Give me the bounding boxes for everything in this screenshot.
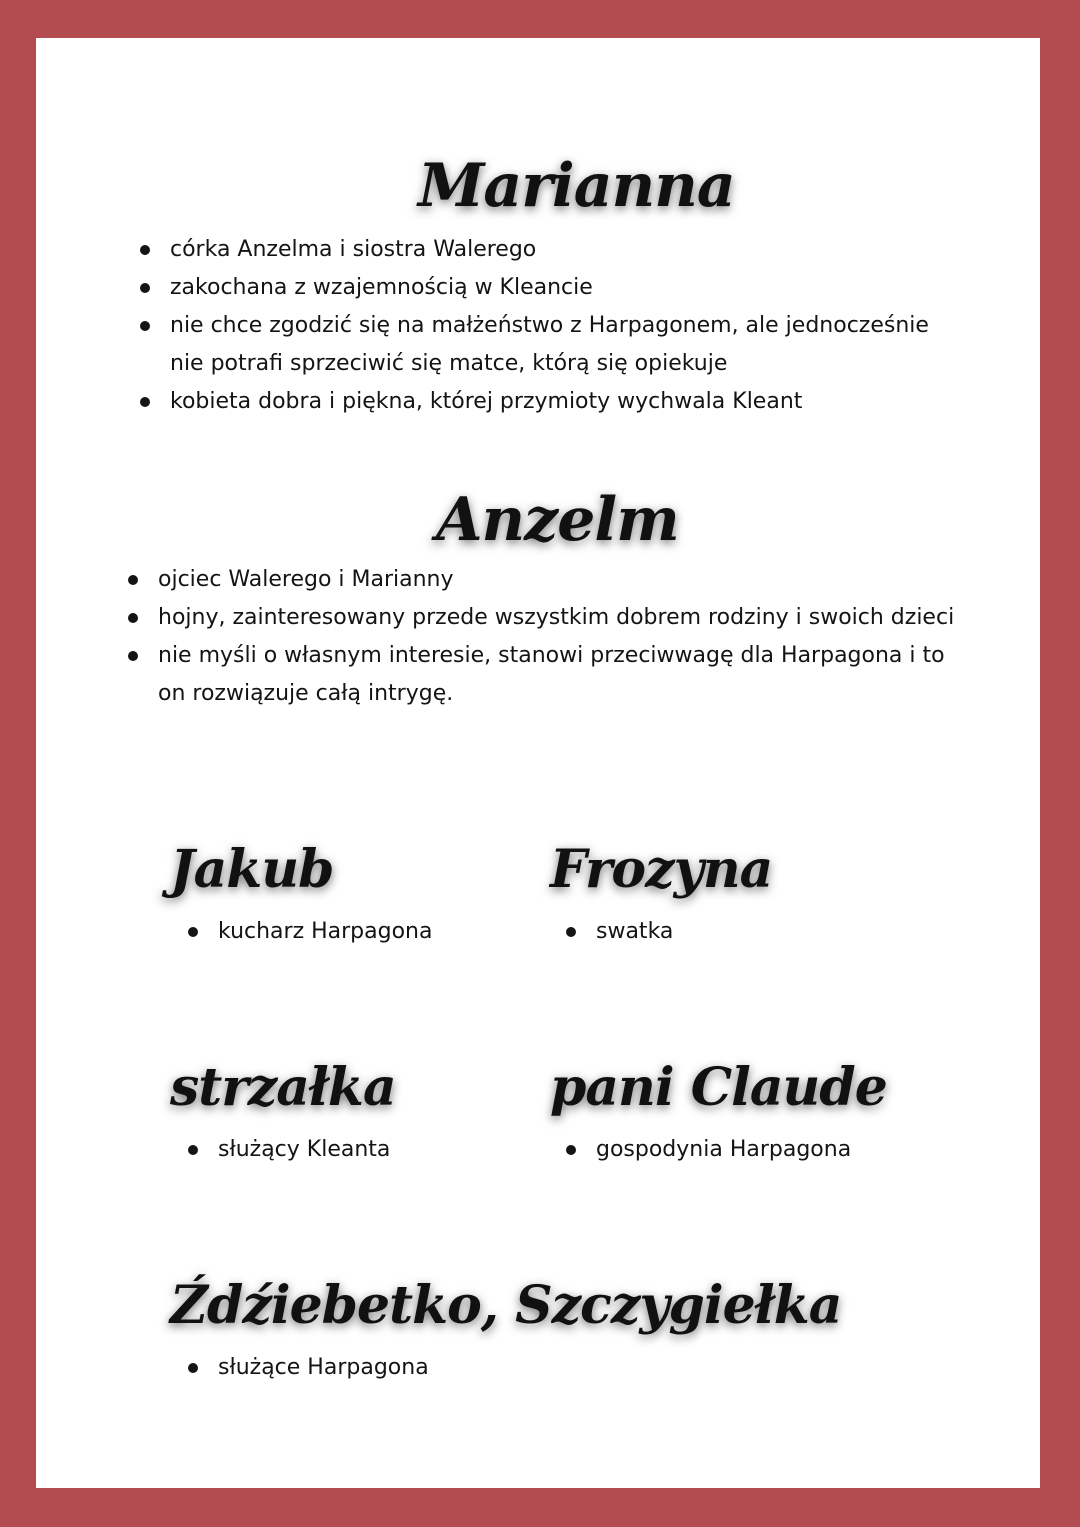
list-item: służące Harpagona <box>188 1349 588 1387</box>
list-item: nie myśli o własnym interesie, stanowi przeciwwagę dla Harpagona i to on rozwiązuje całą intrygę. <box>128 637 978 713</box>
heading-strzalka: strzałka <box>170 1057 396 1118</box>
list-anzelm <box>128 561 978 713</box>
list-item: hojny, zainteresowany przede wszystkim dobrem rodziny i swoich dzieci <box>128 599 978 637</box>
list-item: córka Anzelma i siostra Walerego <box>140 231 960 269</box>
heading-anzelm: Anzelm <box>436 485 679 555</box>
list-item: gospodynia Harpagona <box>566 1131 946 1169</box>
list-item: kucharz Harpagona <box>188 913 508 951</box>
heading-marianna: Marianna <box>418 151 735 221</box>
list-strzalka <box>188 1131 508 1169</box>
list-item: nie chce zgodzić się na małżeństwo z Harpagonem, ale jednocześnie nie potrafi sprzeciwić się matce, którą się opiekuje <box>140 307 960 383</box>
heading-pani-claude: pani Claude <box>550 1057 887 1118</box>
list-frozyna <box>566 913 886 951</box>
heading-zdziebetko-szczygielka: Źdźiebetko, Szczygiełka <box>170 1275 842 1336</box>
list-item: swatka <box>566 913 886 951</box>
heading-jakub: Jakub <box>170 839 334 900</box>
list-marianna <box>140 231 960 421</box>
heading-frozyna: Frozyna <box>550 839 773 900</box>
list-item: zakochana z wzajemnością w Kleancie <box>140 269 960 307</box>
list-pani-claude <box>566 1131 946 1169</box>
list-item: ojciec Walerego i Marianny <box>128 561 978 599</box>
list-zdziebetko-szczygielka <box>188 1349 588 1387</box>
document-page <box>36 38 1040 1488</box>
list-item: kobieta dobra i piękna, której przymioty wychwala Kleant <box>140 383 960 421</box>
list-jakub <box>188 913 508 951</box>
list-item: służący Kleanta <box>188 1131 508 1169</box>
